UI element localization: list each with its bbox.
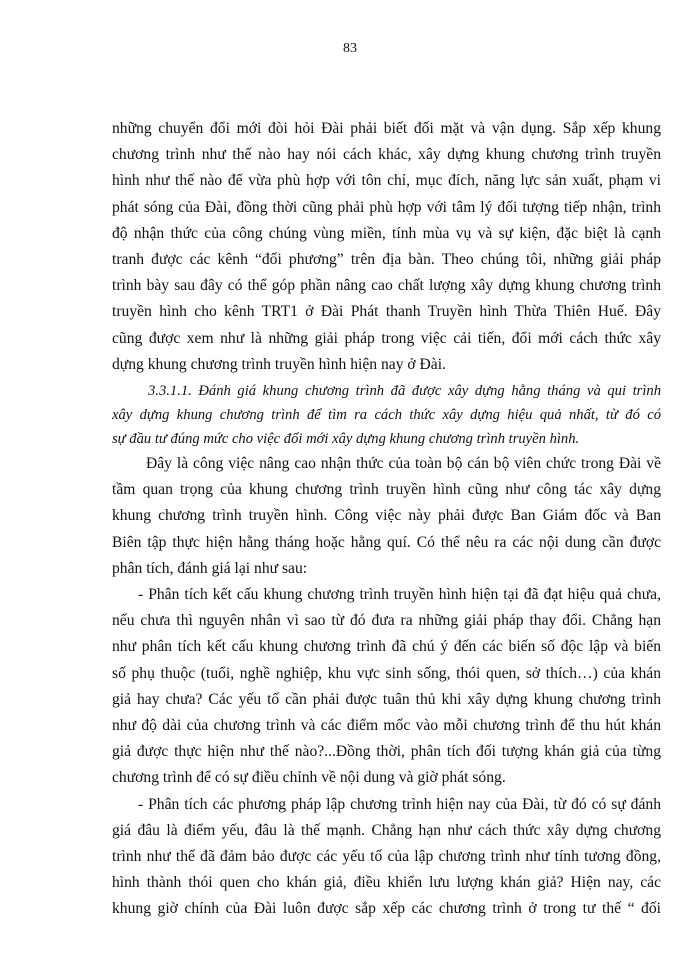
text-line: cũng được xem như là những giải pháp trong việc cải tiến, đổi mới cách thức xây: [112, 329, 661, 347]
text-line: tầm quan trọng của khung chương trình truyền hình cũng như công tác xây dựng: [112, 481, 661, 499]
text-line: truyền hình cho kênh TRT1 ở Đài Phát thanh Truyền hình Thừa Thiên Huế. Đây: [112, 303, 661, 321]
text-line: giá đâu là điểm yếu, đâu là thế mạnh. Chẳng hạn như cách thức xây dựng chương: [112, 821, 661, 839]
text-line: hình như thế nào để vừa phù hợp với tôn chỉ, mục đích, năng lực sản xuất, phạm vi: [112, 172, 661, 190]
text-line: dựng khung chương trình truyền hình hiện nay ở Đài.: [112, 355, 446, 373]
heading-line: 3.3.1.1. Đánh giá khung chương trình đã được xây dựng hằng tháng và qui trình: [148, 383, 661, 400]
text-line: tranh được các kênh “đối phương” trên địa bàn. Theo chúng tôi, những giải pháp: [112, 251, 661, 269]
paragraph-task: [112, 451, 661, 582]
text-line: như độ dài của chương trình và các điểm mốc vào mỗi chương trình để thu hút khán: [112, 717, 661, 735]
text-line: giả được thực hiện như thế nào?...Đồng thời, phân tích đối tượng khán giả của từng: [112, 743, 661, 761]
text-line: khung chương trình truyền hình. Công việc này phải được Ban Giám đốc và Ban: [112, 507, 661, 525]
text-line: phát sóng của Đài, đồng thời cũng phải phù hợp với tâm lý đối tượng tiếp nhận, trình: [112, 198, 661, 216]
paragraph-method-analysis: [112, 792, 661, 923]
text-line: - Phân tích các phương pháp lập chương trình hiện nay của Đài, từ đó có sự đánh: [138, 795, 661, 813]
text-line: số phụ thuộc (tuổi, nghề nghiệp, khu vực sinh sống, thói quen, sở thích…) của khán: [112, 664, 661, 682]
text-line: trình như thế đã đảm bảo được các yếu tố của lập chương trình như tính tương đồng,: [112, 848, 661, 866]
paragraph-structure-analysis: [112, 582, 661, 792]
text-line: phân tích, đánh giá lại như sau:: [112, 559, 308, 577]
text-line: nếu chưa thì nguyên nhân vì sao từ đó đưa ra những giải pháp thay đổi. Chẳng hạn: [112, 612, 661, 630]
text-line: hình thành thói quen cho khán giả, điều khiển lưu lượng khán giả? Hiện nay, các: [112, 874, 661, 892]
text-line: trình bày sau đây có thể góp phần nâng cao chất lượng xây dựng khung chương trình: [112, 277, 661, 295]
text-line: chương trình như thế nào hay nói cách khác, xây dựng khung chương trình truyền: [112, 146, 661, 164]
text-line: những chuyển đổi mới đòi hỏi Đài phải biết đối mặt và vận dụng. Sắp xếp khung: [112, 120, 661, 137]
page-number: 83: [343, 41, 357, 56]
heading-line: sự đầu tư đúng mức cho việc đổi mới xây dựng khung chương trình truyền hình.: [112, 431, 580, 448]
text-line: Biên tập thực hiện hằng tháng hoặc hằng quí. Có thể nêu ra các nội dung cần được: [112, 533, 661, 551]
text-line: độ nhận thức của công chúng vùng miền, tính mùa vụ và sự kiện, đặc biệt là cạnh: [112, 224, 661, 242]
text-line: - Phân tích kết cấu khung chương trình truyền hình hiện tại đã đạt hiệu quả chưa,: [138, 586, 661, 604]
text-line: Đây là công việc nâng cao nhận thức của toàn bộ cán bộ viên chức trong Đài về: [146, 455, 661, 473]
text-line: như phân tích kết cấu khung chương trình đã chú ý đến các biến số độc lập và biến: [112, 638, 661, 656]
body-text: [112, 116, 661, 923]
text-line: chương trình để có sự điều chỉnh về nội dung và giờ phát sóng.: [112, 769, 506, 787]
paragraph-intro: [112, 116, 661, 378]
text-line: khung giờ chính của Đài luôn được sắp xếp các chương trình ở trong tư thế “ đối: [112, 900, 661, 918]
heading-line: xây dựng khung chương trình để tìm ra cách thức xây dựng hiệu quả nhất, từ đó có: [112, 407, 661, 424]
text-line: giả hay chưa? Các yếu tố cần phải được tuân thủ khi xây dựng khung chương trình: [112, 690, 661, 708]
section-heading: [112, 379, 661, 451]
